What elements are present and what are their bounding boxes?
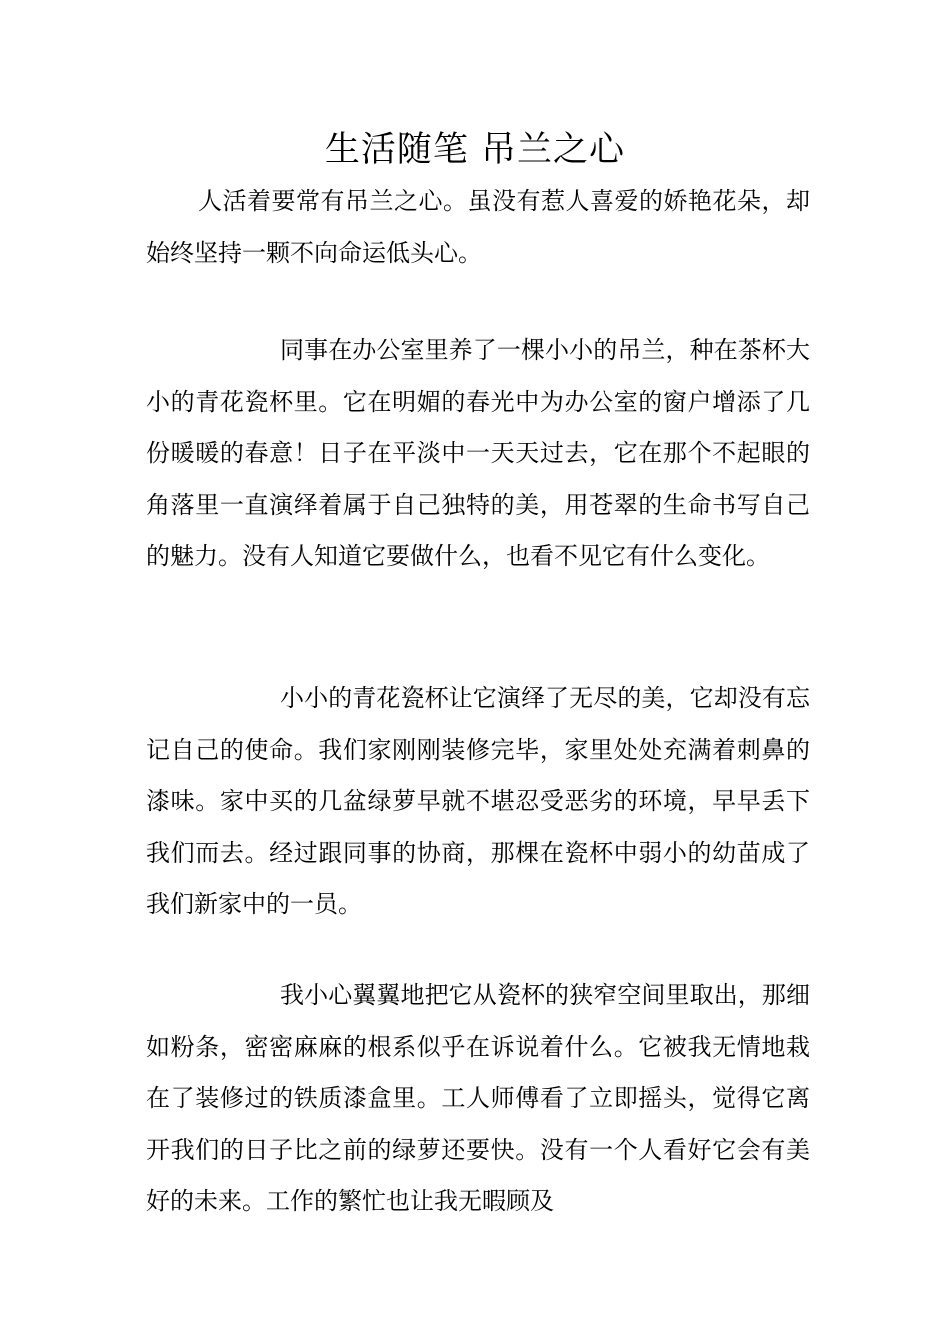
paragraph-3: 小小的青花瓷杯让它演绎了无尽的美，它却没有忘记自己的使命。我们家刚刚装修完毕，家里处处充满着刺鼻的漆味。家中买的几盆绿萝早就不堪忍受恶劣的环境，早早丢下我们而去。经过跟同事的协商，那棵在瓷杯中弱小的幼苗成了我们新家中的一员。 — [146, 684, 810, 918]
paragraph-1: 人活着要常有吊兰之心。虽没有惹人喜爱的娇艳花朵，却始终坚持一颗不向命运低头心。 — [146, 187, 810, 267]
paragraph-4: 我小心翼翼地把它从瓷杯的狭窄空间里取出，那细如粉条，密密麻麻的根系似乎在诉说着什么。它被我无情地栽在了装修过的铁质漆盒里。工人师傅看了立即摇头，觉得它离开我们的日子比之前的绿萝还要快。没有一个人看好它会有美好的未来。工作的繁忙也让我无暇顾及 — [146, 981, 810, 1215]
document-title: 生活随笔 吊兰之心 — [324, 130, 626, 170]
paragraph-2: 同事在办公室里养了一棵小小的吊兰，种在茶杯大小的青花瓷杯里。它在明媚的春光中为办公室的窗户增添了几份暖暖的春意！日子在平淡中一天天过去，它在那个不起眼的角落里一直演绎着属于自己独特的美，用苍翠的生命书写自己的魅力。没有人知道它要做什么，也看不见它有什么变化。 — [146, 336, 810, 570]
